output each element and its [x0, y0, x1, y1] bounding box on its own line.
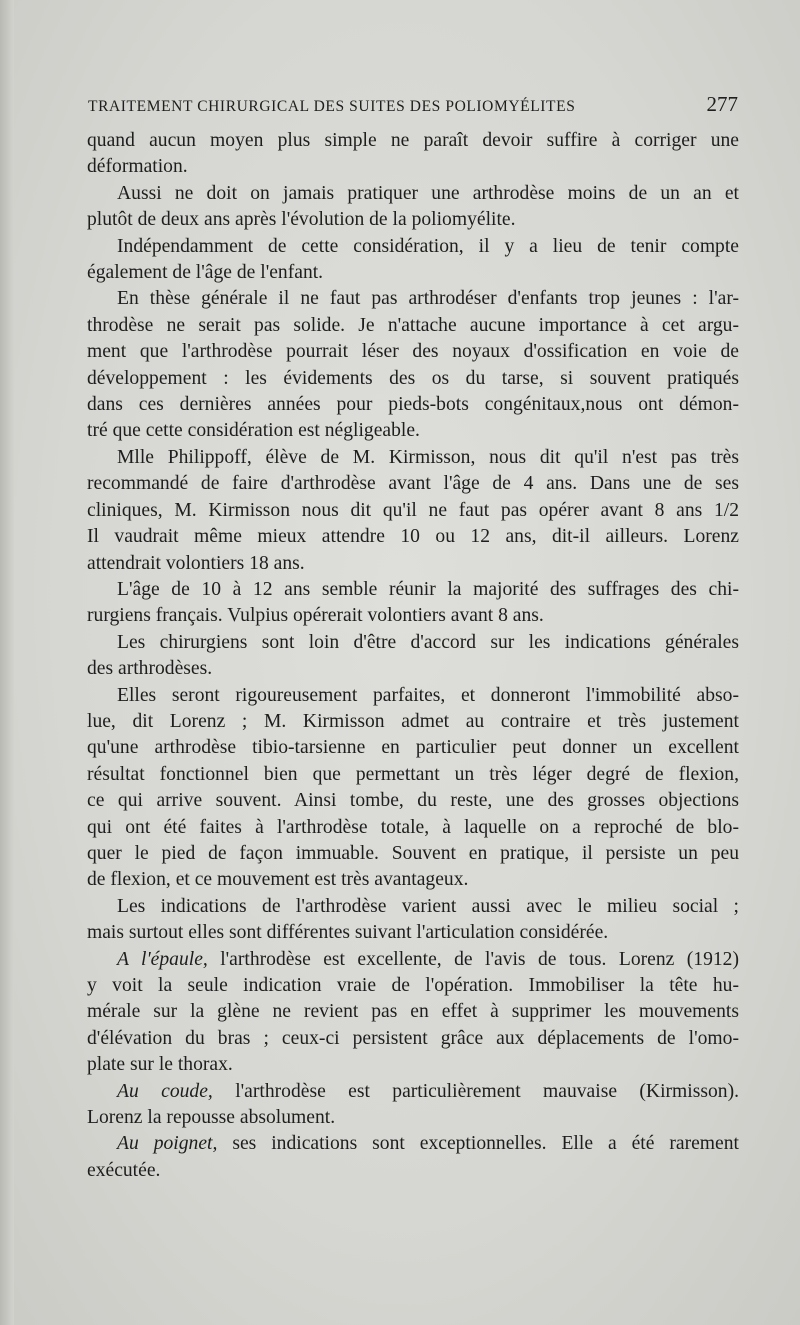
line-text: également de l'âge de l'enfant. — [87, 262, 324, 284]
text-line — [87, 418, 739, 444]
line-text: exécutée. — [87, 1159, 161, 1181]
text-line — [87, 313, 739, 339]
line-text: Les chirurgiens sont loin d'être d'accord sur les indications générales — [117, 631, 739, 653]
text-line — [87, 867, 739, 893]
text-line — [87, 630, 739, 656]
text-line — [87, 973, 739, 999]
text-line — [87, 260, 739, 286]
paragraph — [87, 234, 739, 287]
line-text: rurgiens français. Vulpius opérerait volontiers avant 8 ans. — [87, 605, 544, 627]
text-line — [87, 841, 739, 867]
text-line — [87, 894, 739, 920]
text-line — [87, 128, 739, 154]
paragraph — [87, 286, 739, 444]
text-line — [87, 498, 739, 524]
text-line — [87, 234, 739, 260]
text-line — [87, 1158, 739, 1184]
text-line — [87, 181, 739, 207]
running-title: TRAITEMENT CHIRURGICAL DES SUITES DES POLIOMYÉLITES — [88, 98, 576, 115]
line-text: des arthrodèses. — [87, 658, 213, 680]
text-line — [87, 735, 739, 761]
paragraph — [87, 128, 739, 181]
text-line — [87, 445, 739, 471]
paragraph — [87, 1079, 739, 1132]
line-text: ses indications sont exceptionnelles. Elle a été rarement — [217, 1133, 739, 1155]
page-number: 277 — [706, 92, 738, 116]
line-text: recommandé de faire d'arthrodèse avant l'âge de 4 ans. Dans une de ses — [87, 473, 739, 495]
paragraph — [87, 630, 739, 683]
line-text: cliniques, M. Kirmisson nous dit qu'il ne faut pas opérer avant 8 ans 1/2 — [87, 499, 739, 521]
italic-lead: A l'épaule, — [117, 948, 208, 970]
line-text: tré que cette considération est négligeable. — [87, 420, 420, 442]
paragraph — [87, 1131, 739, 1184]
text-line — [87, 788, 739, 814]
text-line — [87, 551, 739, 577]
text-line — [87, 154, 739, 180]
italic-lead: Au poignet, — [117, 1133, 218, 1155]
text-line — [87, 1131, 739, 1157]
line-text: lue, dit Lorenz ; M. Kirmisson admet au contraire et très justement — [87, 710, 739, 732]
line-text: L'âge de 10 à 12 ans semble réunir la majorité des suffrages des chi- — [117, 578, 739, 600]
line-text: ce qui arrive souvent. Ainsi tombe, du reste, une des grosses objections — [87, 790, 739, 812]
line-text: throdèse ne serait pas solide. Je n'attache aucune importance à cet argu- — [87, 314, 739, 336]
paragraph — [87, 683, 739, 894]
text-line — [87, 709, 739, 735]
line-text: qui ont été faites à l'arthrodèse totale, à laquelle on a reproché de blo- — [87, 816, 739, 838]
line-text: d'élévation du bras ; ceux-ci persistent grâce aux déplacements de l'omo- — [87, 1027, 739, 1049]
body-text — [87, 128, 739, 1184]
text-line — [87, 1105, 739, 1131]
line-text: qu'une arthrodèse tibio-tarsienne en particulier peut donner un excellent — [87, 737, 739, 759]
text-line — [87, 947, 739, 973]
italic-lead: Au coude, — [117, 1080, 213, 1102]
line-text: dans ces dernières années pour pieds-bots congénitaux,nous ont démon- — [87, 394, 739, 416]
text-line — [87, 999, 739, 1025]
paragraph — [87, 894, 739, 947]
line-text: attendrait volontiers 18 ans. — [87, 552, 305, 574]
text-line — [87, 1026, 739, 1052]
line-text: Lorenz la repousse absolument. — [87, 1107, 336, 1129]
line-text: Elles seront rigoureusement parfaites, et donneront l'immobilité abso- — [117, 684, 739, 706]
text-line — [87, 471, 739, 497]
text-line — [87, 366, 739, 392]
line-text: de flexion, et ce mouvement est très avantageux. — [87, 869, 469, 891]
line-text: Il vaudrait même mieux attendre 10 ou 12 ans, dit-il ailleurs. Lorenz — [87, 526, 739, 548]
page-header — [88, 92, 738, 116]
text-line — [87, 603, 739, 629]
line-text: mérale sur la glène ne revient pas en effet à supprimer les mouvements — [87, 1001, 739, 1023]
line-text: quand aucun moyen plus simple ne paraît devoir suffire à corriger une — [87, 130, 739, 151]
line-text: développement : les évidements des os du tarse, si souvent pratiqués — [87, 367, 739, 389]
paragraph — [87, 181, 739, 234]
line-text: quer le pied de façon immuable. Souvent en pratique, il persiste un peu — [87, 842, 739, 864]
line-text: Indépendamment de cette considération, il y a lieu de tenir compte — [117, 235, 739, 257]
line-text: Mlle Philippoff, élève de M. Kirmisson, nous dit qu'il n'est pas très — [117, 446, 739, 468]
text-line — [87, 577, 739, 603]
line-text: déformation. — [87, 156, 188, 178]
paragraph — [87, 947, 739, 1079]
text-line — [87, 286, 739, 312]
line-text: ment que l'arthrodèse pourrait léser des noyaux d'ossification en voie de — [87, 341, 739, 363]
text-line — [87, 683, 739, 709]
text-line — [87, 656, 739, 682]
line-text: plate sur le thorax. — [87, 1054, 233, 1076]
line-text: Aussi ne doit on jamais pratiquer une arthrodèse moins de un an et — [117, 182, 739, 204]
line-text: Les indications de l'arthrodèse varient aussi avec le milieu social ; — [117, 895, 739, 917]
paragraph — [87, 445, 739, 577]
line-text: y voit la seule indication vraie de l'opération. Immobiliser la tête hu- — [87, 975, 739, 996]
text-line — [87, 1079, 739, 1105]
paragraph — [87, 577, 739, 630]
line-text: résultat fonctionnel bien que permettant un très léger degré de flexion, — [87, 763, 739, 785]
text-line — [87, 1052, 739, 1078]
text-line — [87, 815, 739, 841]
line-text: En thèse générale il ne faut pas arthrodéser d'enfants trop jeunes : l'ar- — [117, 288, 739, 310]
text-line — [87, 339, 739, 365]
line-text: l'arthrodèse est particulièrement mauvaise (Kirmisson). — [212, 1080, 739, 1102]
text-line — [87, 392, 739, 418]
line-text: mais surtout elles sont différentes suivant l'articulation considérée. — [87, 922, 609, 944]
page-gutter-shadow — [0, 0, 14, 1325]
text-line — [87, 762, 739, 788]
text-line — [87, 524, 739, 550]
text-line — [87, 207, 739, 233]
line-text: plutôt de deux ans après l'évolution de la poliomyélite. — [87, 209, 516, 231]
text-line — [87, 920, 739, 946]
line-text: l'arthrodèse est excellente, de l'avis de tous. Lorenz (1912) — [207, 948, 739, 970]
